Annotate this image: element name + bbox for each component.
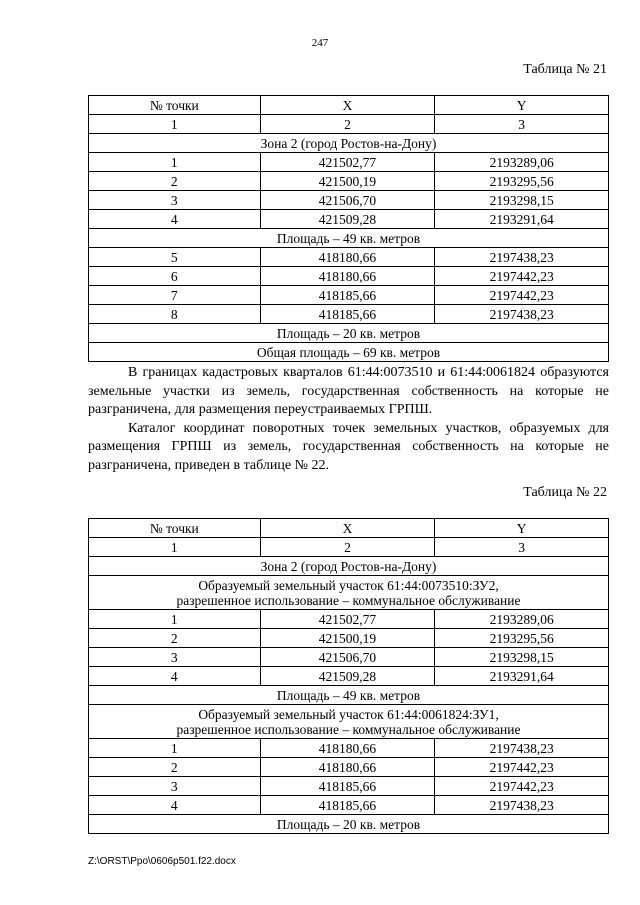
paragraph: Каталог координат поворотных точек земельных участков, образуемых для размещения ГРПШ из земель, государственная собственность на которые не разграничена, приведен в таблице № 22. [88, 420, 609, 473]
point-number: 1 [89, 739, 261, 758]
point-number: 2 [89, 758, 261, 777]
header-y: Y [435, 96, 609, 115]
y-coordinate: 2197438,23 [435, 248, 609, 267]
header-point: № точки [89, 519, 261, 538]
parcel-usage: разрешенное использование – коммунальное обслуживание [176, 593, 521, 608]
y-coordinate: 2197442,23 [435, 286, 609, 305]
table-row [89, 248, 609, 267]
y-coordinate: 2193295,56 [435, 629, 609, 648]
area-label: Площадь – 49 кв. метров [89, 229, 609, 248]
parcel-name: Образуемый земельный участок 61:44:0061824:ЗУ1, [198, 707, 499, 722]
y-coordinate: 2197442,23 [435, 267, 609, 286]
x-coordinate: 418180,66 [260, 248, 435, 267]
table-21-caption: Таблица № 21 [523, 62, 607, 77]
x-coordinate: 418180,66 [260, 758, 435, 777]
parcel-title-row [89, 705, 609, 739]
parcel-usage: разрешенное использование – коммунальное обслуживание [176, 722, 521, 737]
zone-row [89, 134, 609, 153]
area-row [89, 815, 609, 834]
header-x: X [260, 519, 435, 538]
x-coordinate: 418185,66 [260, 796, 435, 815]
table-22 [88, 518, 609, 834]
zone-label: Зона 2 (город Ростов-на-Дону) [89, 134, 609, 153]
area-label: Площадь – 20 кв. метров [89, 815, 609, 834]
y-coordinate: 2197438,23 [435, 739, 609, 758]
total-area-row [89, 343, 609, 362]
point-number: 7 [89, 286, 261, 305]
x-coordinate: 418185,66 [260, 777, 435, 796]
table-row [89, 758, 609, 777]
header-point: № точки [89, 96, 261, 115]
y-coordinate: 2193289,06 [435, 153, 609, 172]
point-number: 2 [89, 172, 261, 191]
table-row [89, 153, 609, 172]
column-number: 2 [260, 115, 435, 134]
page-number: 247 [311, 37, 329, 49]
area-label: Площадь – 20 кв. метров [89, 324, 609, 343]
column-number: 1 [89, 115, 261, 134]
table-21 [88, 95, 609, 362]
column-number: 1 [89, 538, 261, 557]
table-header-row [89, 519, 609, 538]
y-coordinate: 2197438,23 [435, 305, 609, 324]
table-header-row [89, 96, 609, 115]
y-coordinate: 2197442,23 [435, 777, 609, 796]
x-coordinate: 421506,70 [260, 648, 435, 667]
y-coordinate: 2193298,15 [435, 191, 609, 210]
zone-row [89, 557, 609, 576]
point-number: 3 [89, 777, 261, 796]
total-area-label: Общая площадь – 69 кв. метров [89, 343, 609, 362]
x-coordinate: 421502,77 [260, 610, 435, 629]
point-number: 5 [89, 248, 261, 267]
point-number: 1 [89, 610, 261, 629]
table-row [89, 610, 609, 629]
header-y: Y [435, 519, 609, 538]
x-coordinate: 421509,28 [260, 667, 435, 686]
column-number: 3 [435, 115, 609, 134]
area-row [89, 229, 609, 248]
x-coordinate: 418185,66 [260, 305, 435, 324]
x-coordinate: 421500,19 [260, 172, 435, 191]
area-row [89, 686, 609, 705]
y-coordinate: 2193291,64 [435, 667, 609, 686]
table-row [89, 777, 609, 796]
point-number: 4 [89, 667, 261, 686]
x-coordinate: 418180,66 [260, 267, 435, 286]
y-coordinate: 2197442,23 [435, 758, 609, 777]
body-text [88, 364, 609, 475]
point-number: 6 [89, 267, 261, 286]
point-number: 2 [89, 629, 261, 648]
x-coordinate: 421509,28 [260, 210, 435, 229]
table-row [89, 739, 609, 758]
y-coordinate: 2193289,06 [435, 610, 609, 629]
point-number: 4 [89, 796, 261, 815]
x-coordinate: 421500,19 [260, 629, 435, 648]
footer-file-path: Z:\ORST\Ppo\0606p501.f22.docx [88, 856, 236, 867]
y-coordinate: 2193291,64 [435, 210, 609, 229]
table-row [89, 796, 609, 815]
point-number: 1 [89, 153, 261, 172]
table-22-caption: Таблица № 22 [523, 485, 607, 500]
area-label: Площадь – 49 кв. метров [89, 686, 609, 705]
table-row [89, 191, 609, 210]
paragraph: В границах кадастровых кварталов 61:44:0073510 и 61:44:0061824 образуются земельные участки из земель, государственная собственность на которые не разграничена, для размещения переустраиваемых ГРПШ. [88, 365, 609, 417]
table-row [89, 267, 609, 286]
table-row [89, 648, 609, 667]
parcel-title-row [89, 576, 609, 610]
x-coordinate: 421502,77 [260, 153, 435, 172]
point-number: 8 [89, 305, 261, 324]
x-coordinate: 421506,70 [260, 191, 435, 210]
table-row [89, 629, 609, 648]
column-number: 2 [260, 538, 435, 557]
point-number: 4 [89, 210, 261, 229]
column-numbering-row [89, 538, 609, 557]
point-number: 3 [89, 191, 261, 210]
area-row [89, 324, 609, 343]
y-coordinate: 2197438,23 [435, 796, 609, 815]
point-number: 3 [89, 648, 261, 667]
parcel-name: Образуемый земельный участок 61:44:0073510:ЗУ2, [198, 578, 499, 593]
y-coordinate: 2193295,56 [435, 172, 609, 191]
y-coordinate: 2193298,15 [435, 648, 609, 667]
table-row [89, 286, 609, 305]
parcel-title [89, 576, 609, 610]
x-coordinate: 418180,66 [260, 739, 435, 758]
x-coordinate: 418185,66 [260, 286, 435, 305]
column-numbering-row [89, 115, 609, 134]
zone-label: Зона 2 (город Ростов-на-Дону) [89, 557, 609, 576]
header-x: X [260, 96, 435, 115]
column-number: 3 [435, 538, 609, 557]
table-row [89, 305, 609, 324]
table-row [89, 172, 609, 191]
table-row [89, 210, 609, 229]
table-row [89, 667, 609, 686]
parcel-title [89, 705, 609, 739]
